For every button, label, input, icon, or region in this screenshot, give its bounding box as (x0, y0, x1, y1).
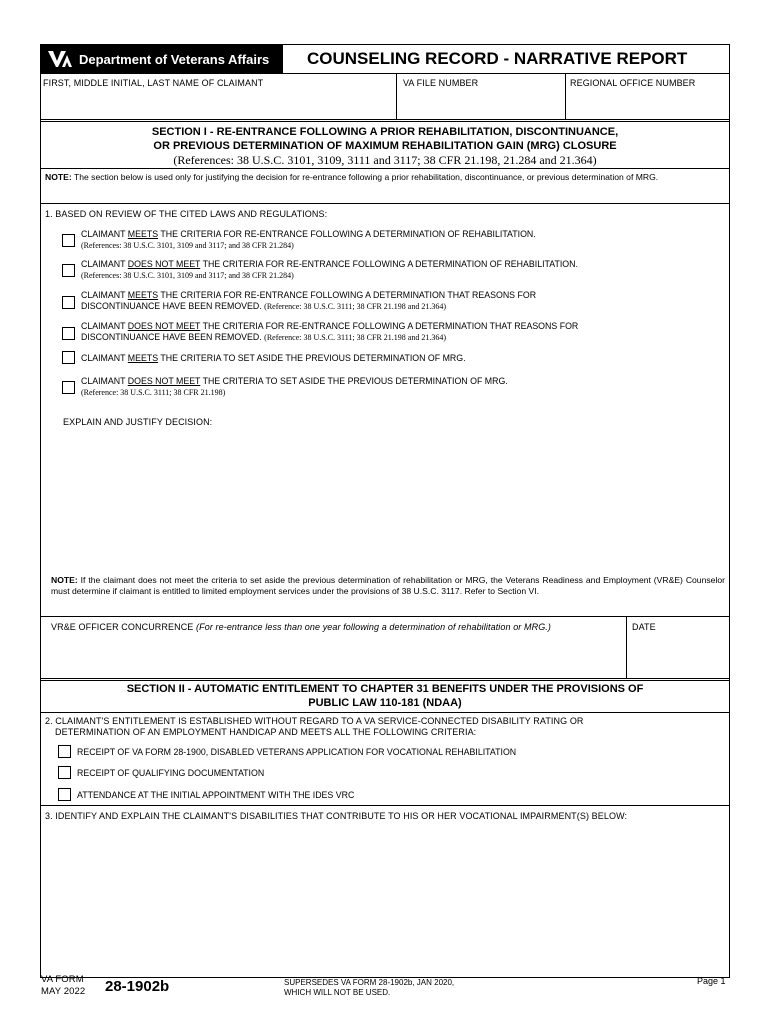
claimant-name-field[interactable] (43, 90, 393, 117)
section1-note (45, 172, 725, 183)
option-not-meet-mrg-checkbox[interactable] (62, 381, 75, 394)
va-seal-icon (47, 49, 73, 69)
section2-title-line1: SECTION II - AUTOMATIC ENTITLEMENT TO CHAPTER 31 BENEFITS UNDER THE PROVISIONS OF (126, 683, 644, 695)
option-meets-discontinuance: CLAIMANT MEETS THE CRITERIA FOR RE-ENTRANCE FOLLOWING A DETERMINATION THAT REASONS FOR DISCONTINUANCE HAVE BEEN REMOVED. (Reference: 38 U.S.C. 3111; 38 CFR 21.198 and 21.364) (81, 290, 537, 311)
option-not-meet-discontinuance: CLAIMANT DOES NOT MEET THE CRITERIA FOR RE-ENTRANCE FOLLOWING A DETERMINATION THAT REASONS FOR DISCONTINUANCE HAVE BEEN REMOVED. (Reference: 38 U.S.C. 3111; 38 CFR 21.198 and 21.364) (81, 321, 579, 342)
criteria-documentation-checkbox[interactable] (58, 766, 71, 779)
footer-supersedes: SUPERSEDES VA FORM 28-1902b, JAN 2020, WHICH WILL NOT BE USED. (284, 978, 455, 997)
note-label: NOTE: (45, 172, 72, 182)
option-not-meet-mrg: CLAIMANT DOES NOT MEET THE CRITERIA TO SET ASIDE THE PREVIOUS DETERMINATION OF MRG. (Reference: 38 U.S.C. 3111; 38 CFR 21.198) (81, 376, 508, 397)
regional-office-field[interactable] (568, 90, 728, 117)
section1-references: (References: 38 U.S.C. 3101, 3109, 3111 and 3117; 38 CFR 21.198, 21.284 and 21.364) (173, 153, 597, 167)
criteria-appointment-checkbox[interactable] (58, 788, 71, 801)
claimant-name-label: FIRST, MIDDLE INITIAL, LAST NAME OF CLAIMANT (43, 78, 264, 88)
section1-title (41, 125, 729, 153)
option-not-meet-rehab-checkbox[interactable] (62, 264, 75, 277)
item1-label: 1. BASED ON REVIEW OF THE CITED LAWS AND REGULATIONS: (45, 209, 328, 219)
regional-office-label: REGIONAL OFFICE NUMBER (570, 78, 696, 88)
date-field[interactable] (630, 635, 728, 675)
va-logo (41, 45, 283, 73)
option-meets-mrg: CLAIMANT MEETS THE CRITERIA TO SET ASIDE THE PREVIOUS DETERMINATION OF MRG. (81, 353, 466, 363)
explain-label: EXPLAIN AND JUSTIFY DECISION: (63, 417, 213, 427)
concurrence-field[interactable] (51, 635, 621, 675)
concurrence-label: VR&E OFFICER CONCURRENCE (For re-entrance less than one year following a determination of rehabilitation or MRG.) (51, 622, 551, 632)
footer-page: Page 1 (697, 976, 726, 986)
file-number-label: VA FILE NUMBER (403, 78, 479, 88)
note2-text: If the claimant does not meet the criteria to set aside the previous determination of rehabilitation or MRG, the Veterans Readiness and Employment (VR&E) Counselor must determine if claimant is entitled to limited employment services under the provisions of 38 U.S.C. 3117. Refer to Section VI. (51, 575, 725, 596)
section1-note2 (51, 575, 725, 597)
criteria-documentation: RECEIPT OF QUALIFYING DOCUMENTATION (77, 768, 265, 778)
note2-label: NOTE: (51, 575, 78, 585)
section1-title-line1: SECTION I - RE-ENTRANCE FOLLOWING A PRIOR REHABILITATION, DISCONTINUANCE, (151, 126, 619, 138)
option-meets-discontinuance-checkbox[interactable] (62, 296, 75, 309)
option-meets-mrg-checkbox[interactable] (62, 351, 75, 364)
item2-label: 2. CLAIMANT'S ENTITLEMENT IS ESTABLISHED WITHOUT REGARD TO A VA SERVICE-CONNECTED DISABILITY RATING OR DETERMINATION OF AN EMPLOYMENT HANDICAP AND MEETS ALL THE FOLLOWING CRITERIA: (45, 716, 584, 737)
disabilities-textarea[interactable] (45, 825, 725, 971)
section2-title (41, 682, 729, 710)
note-text: The section below is used only for justifying the decision for re-entrance following a prior rehabilitation, discontinuance, or previous determination of MRG. (73, 172, 659, 182)
footer-form-label (41, 974, 85, 998)
option-meets-rehab-checkbox[interactable] (62, 234, 75, 247)
section1-title-line2: OR PREVIOUS DETERMINATION OF MAXIMUM REHABILITATION GAIN (MRG) CLOSURE (153, 140, 617, 152)
criteria-appointment: ATTENDANCE AT THE INITIAL APPOINTMENT WITH THE IDES VRC (77, 790, 355, 800)
criteria-form-receipt: RECEIPT OF VA FORM 28-1900, DISABLED VETERANS APPLICATION FOR VOCATIONAL REHABILITATION (77, 747, 517, 757)
date-label: DATE (632, 622, 656, 632)
form-title: COUNSELING RECORD - NARRATIVE REPORT (307, 49, 688, 68)
criteria-form-receipt-checkbox[interactable] (58, 745, 71, 758)
file-number-field[interactable] (399, 90, 562, 117)
footer-va-form: VA FORM (41, 974, 84, 985)
footer-form-number: 28-1902b (105, 978, 170, 995)
option-not-meet-discontinuance-checkbox[interactable] (62, 327, 75, 340)
footer-date: MAY 2022 (41, 986, 86, 997)
option-meets-rehab: CLAIMANT MEETS THE CRITERIA FOR RE-ENTRANCE FOLLOWING A DETERMINATION OF REHABILITATION. (References: 38 U.S.C. 3101, 3109 and 3117; and 38 CFR 21.284) (81, 229, 536, 250)
explain-decision-textarea[interactable] (61, 431, 711, 569)
logo-text: Department of Veterans Affairs (79, 51, 270, 67)
item3-label: 3. IDENTIFY AND EXPLAIN THE CLAIMANT'S DISABILITIES THAT CONTRIBUTE TO HIS OR HER VOCATIONAL IMPAIRMENT(S) BELOW: (45, 811, 628, 821)
option-not-meet-rehab: CLAIMANT DOES NOT MEET THE CRITERIA FOR RE-ENTRANCE FOLLOWING A DETERMINATION OF REHABILITATION. (References: 38 U.S.C. 3101, 3109 and 3117; and 38 CFR 21.284) (81, 259, 578, 280)
form-page (40, 44, 730, 978)
section2-title-line2: PUBLIC LAW 110-181 (NDAA) (308, 697, 462, 709)
